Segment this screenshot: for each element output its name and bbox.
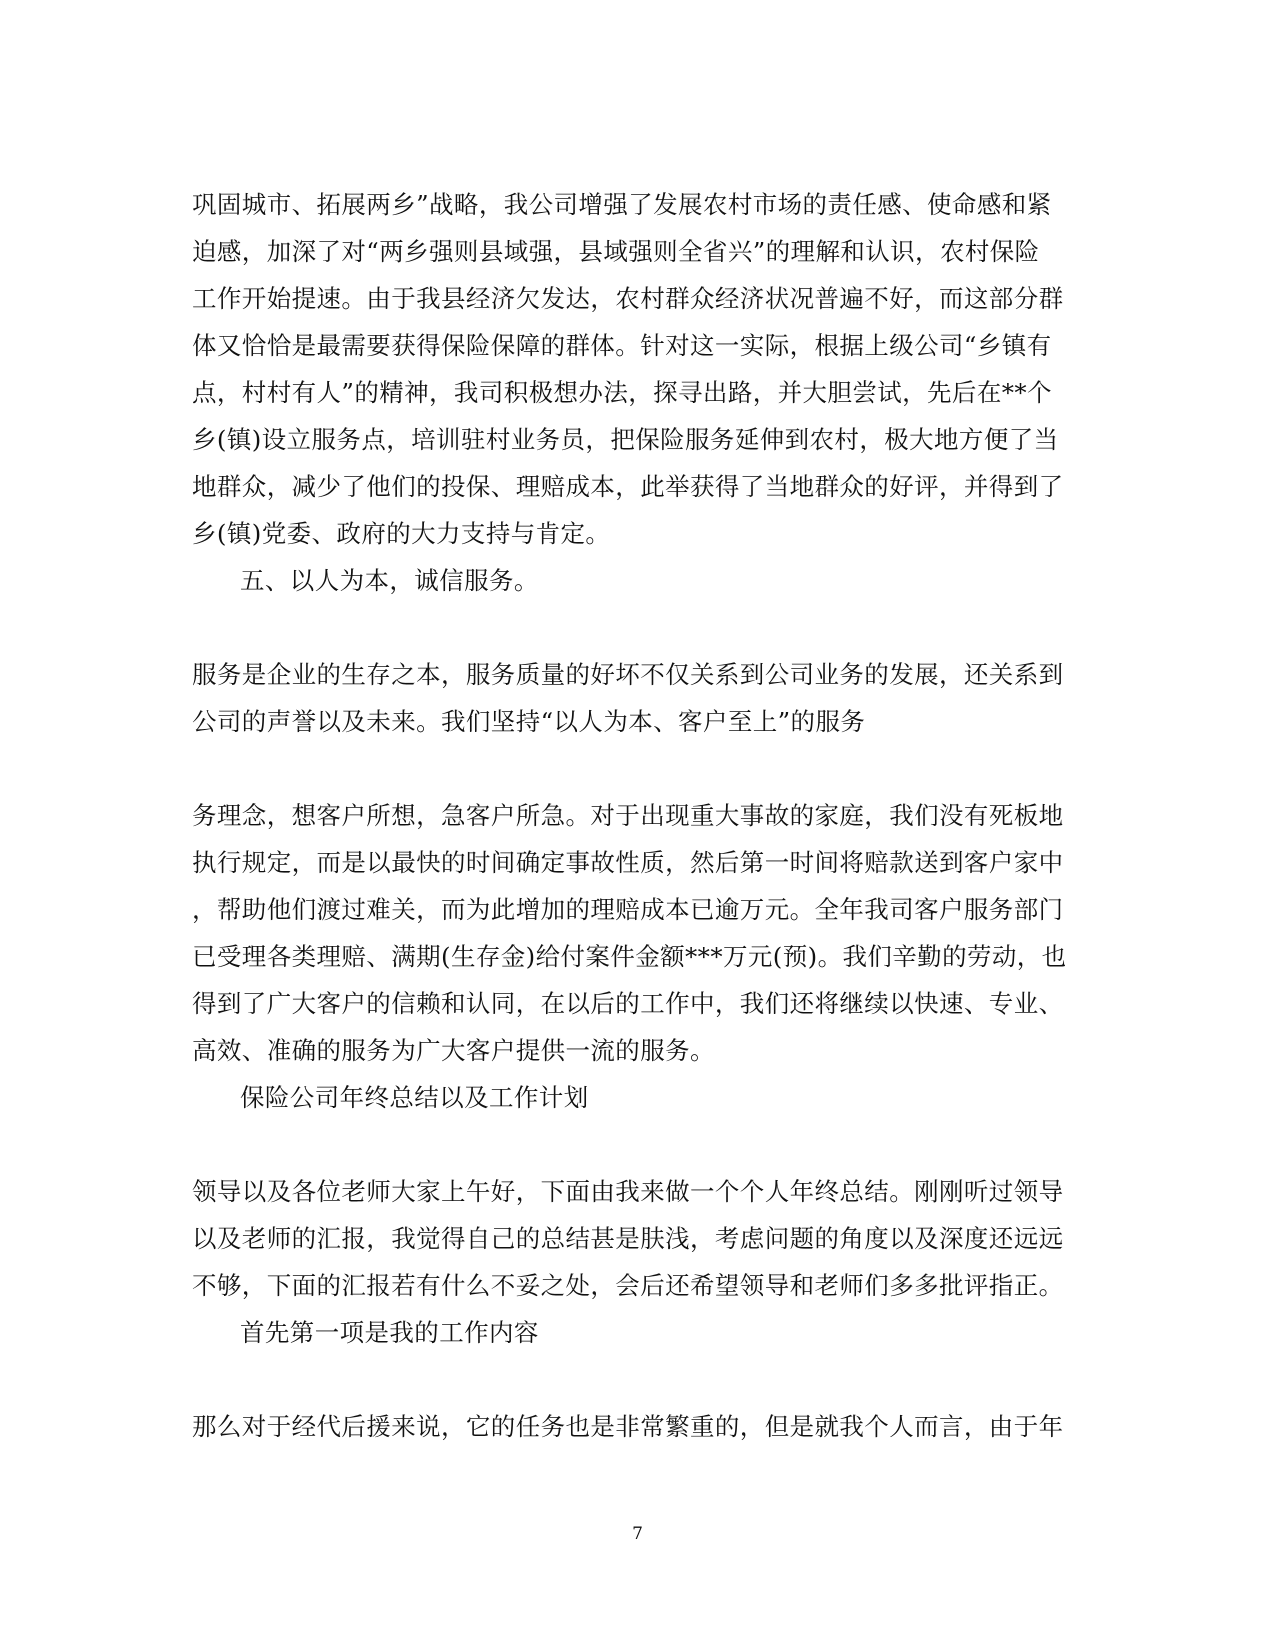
body-text-line: 不够，下面的汇报若有什么不妥之处，会后还希望领导和老师们多多批评指正。 [192,1271,1064,1300]
body-text-line: 高效、准确的服务为广大客户提供一流的服务。 [192,1036,715,1065]
body-text-line: 乡(镇)设立服务点，培训驻村业务员，把保险服务延伸到农村，极大地方便了当 [192,425,1059,454]
body-text-line: 乡(镇)党委、政府的大力支持与肯定。 [192,519,611,548]
body-text-line: 巩固城市、拓展两乡”战略，我公司增强了发展农村市场的责任感、使命感和紧 [192,190,1052,219]
body-text-line: ，帮助他们渡过难关，而为此增加的理赔成本已逾万元。全年我司客户服务部门 [192,895,1064,924]
body-text-line: 得到了广大客户的信赖和认同，在以后的工作中，我们还将继续以快速、专业、 [192,989,1064,1018]
body-text-line: 执行规定，而是以最快的时间确定事故性质，然后第一时间将赔款送到客户家中 [192,848,1064,877]
body-text-line: 迫感，加深了对“两乡强则县域强，县域强则全省兴”的理解和认识，农村保险 [192,237,1040,266]
body-text-line: 务理念，想客户所想，急客户所急。对于出现重大事故的家庭，我们没有死板地 [192,801,1064,830]
body-text-line: 工作开始提速。由于我县经济欠发达，农村群众经济状况普遍不好，而这部分群 [192,284,1064,313]
body-text-line: 领导以及各位老师大家上午好，下面由我来做一个个人年终总结。刚刚听过领导 [192,1177,1064,1206]
body-text-line: 服务是企业的生存之本，服务质量的好坏不仅关系到公司业务的发展，还关系到 [192,660,1064,689]
body-text-line: 体又恰恰是最需要获得保险保障的群体。针对这一实际，根据上级公司“乡镇有 [192,331,1052,360]
body-text-line: 那么对于经代后援来说，它的任务也是非常繁重的，但是就我个人而言，由于年 [192,1412,1064,1441]
section-heading: 保险公司年终总结以及工作计划 [240,1083,589,1112]
body-text-line: 点，村村有人”的精神，我司积极想办法，探寻出路，并大胆尝试，先后在**个 [192,378,1052,407]
section-heading: 首先第一项是我的工作内容 [240,1318,539,1347]
body-text-line: 公司的声誉以及未来。我们坚持“以人为本、客户至上”的服务 [192,707,866,736]
body-text-line: 地群众，减少了他们的投保、理赔成本，此举获得了当地群众的好评，并得到了 [192,472,1064,501]
page-number: 7 [632,1524,643,1544]
body-text-line: 已受理各类理赔、满期(生存金)给付案件金额***万元(预)。我们辛勤的劳动，也 [192,942,1067,971]
section-heading: 五、以人为本，诚信服务。 [240,566,539,595]
body-text-line: 以及老师的汇报，我觉得自己的总结甚是肤浅，考虑问题的角度以及深度还远远 [192,1224,1064,1253]
